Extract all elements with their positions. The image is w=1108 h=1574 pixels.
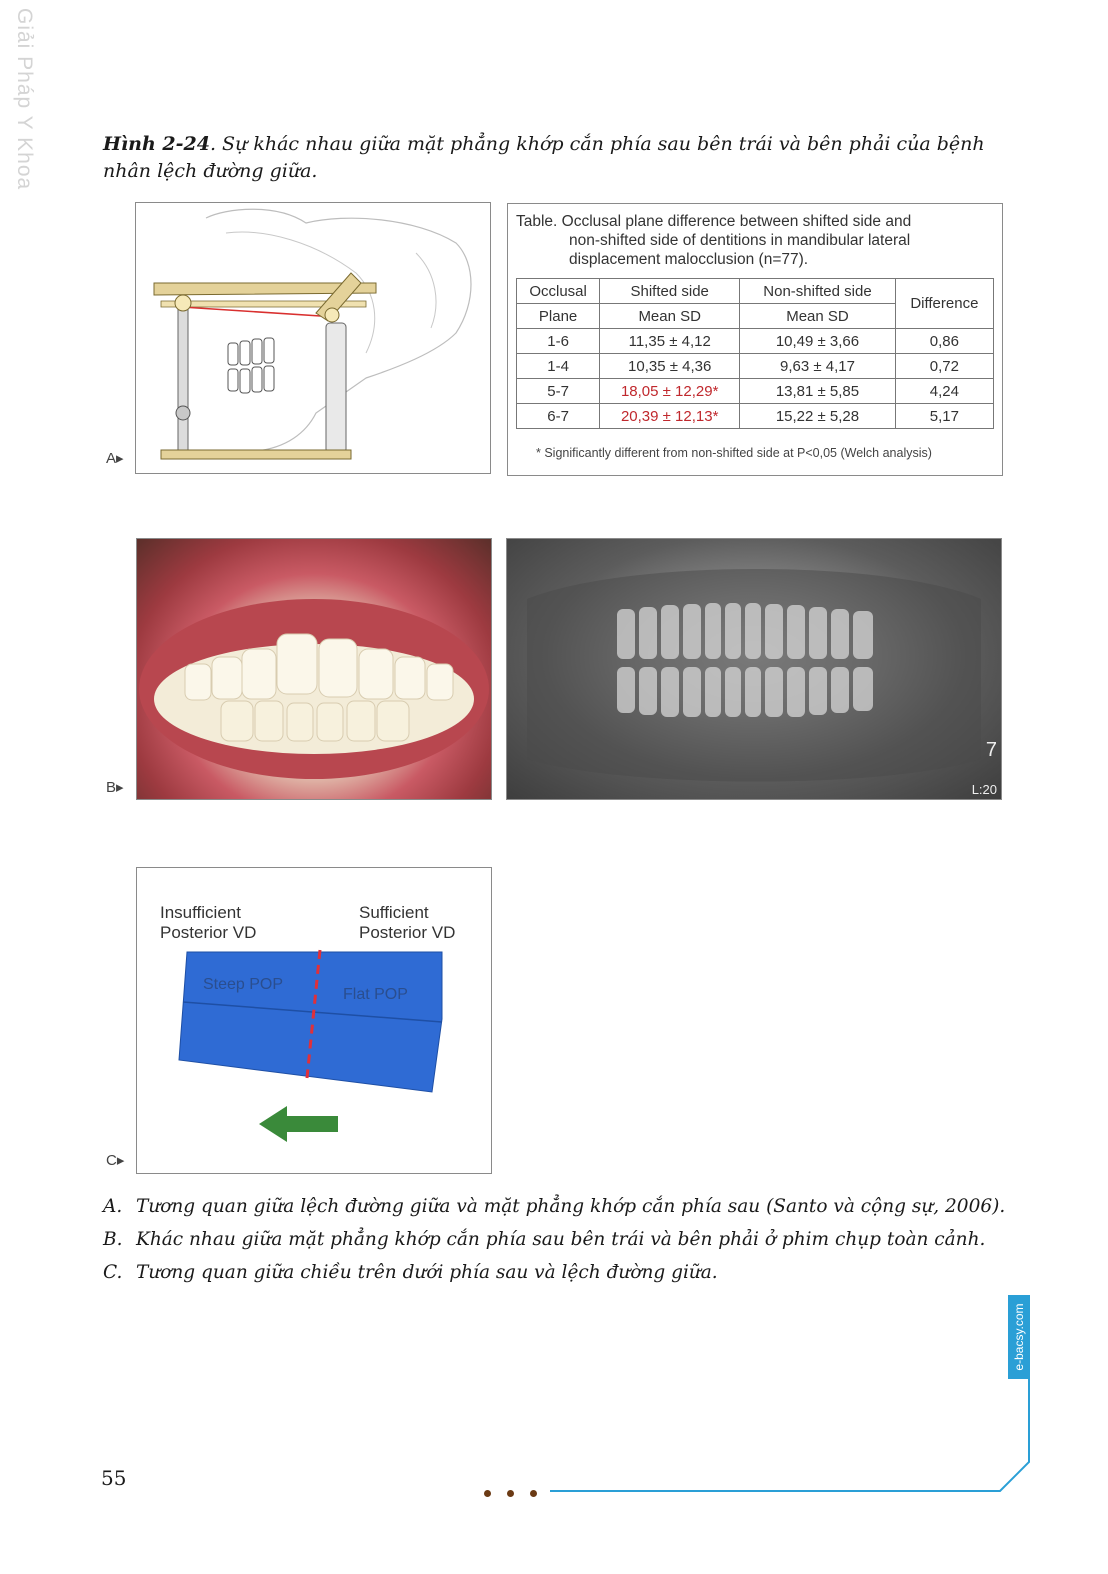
cell-shifted: 11,35 ± 4,12 <box>600 329 740 354</box>
cell-nonshifted: 9,63 ± 4,17 <box>740 354 896 379</box>
table-note: * Significantly different from non-shifted side at P<0,05 (Welch analysis) <box>536 446 932 460</box>
cell-shifted-significant: 20,39 ± 12,13* <box>600 404 740 429</box>
panel-c-label: C▸ <box>106 1152 125 1169</box>
legend-text: Khác nhau giữa mặt phẳng khớp cắn phía sau bên trái và bên phải ở phim chụp toàn cảnh. <box>136 1229 986 1250</box>
sufficient-label-line-2: Posterior VD <box>359 923 456 942</box>
figure-number: Hình 2-24 <box>103 133 210 155</box>
cell-plane: 1-4 <box>517 354 600 379</box>
articulator-illustration <box>136 203 490 473</box>
figure-legend <box>103 1190 1023 1289</box>
cell-plane: 1-6 <box>517 329 600 354</box>
table-row <box>517 329 994 354</box>
panel-c-diagram <box>136 867 492 1174</box>
header-occlusal: Occlusal <box>517 279 600 304</box>
dot-icon <box>484 1490 491 1497</box>
table-caption <box>516 212 996 269</box>
cell-difference: 0,72 <box>895 354 993 379</box>
cell-difference: 5,17 <box>895 404 993 429</box>
panel-a-articulator <box>135 202 491 474</box>
table-caption-line-3: displacement malocclusion (n=77). <box>569 251 809 268</box>
header-mean-sd-shifted: Mean SD <box>600 304 740 329</box>
xray-corner-label: L:20 <box>971 782 997 797</box>
occlusal-block-diagram <box>137 868 491 1173</box>
table-row <box>517 404 994 429</box>
cell-shifted: 10,35 ± 4,36 <box>600 354 740 379</box>
side-brand: Giải Pháp Y Khoa <box>13 8 36 191</box>
legend-text: Tương quan giữa chiều trên dưới phía sau và lệch đường giữa. <box>136 1262 718 1283</box>
cell-plane: 5-7 <box>517 379 600 404</box>
green-arrow <box>259 1106 338 1142</box>
insufficient-label-line-1: Insufficient <box>160 903 241 922</box>
teeth-sketch <box>228 338 274 393</box>
header-plane: Plane <box>517 304 600 329</box>
legend-item <box>103 1190 1023 1223</box>
sufficient-label-line-1: Sufficient <box>359 903 429 922</box>
header-nonshifted: Non-shifted side <box>740 279 896 304</box>
cell-difference: 4,24 <box>895 379 993 404</box>
figure-title <box>103 131 1008 185</box>
header-mean-sd-nonshifted: Mean SD <box>740 304 896 329</box>
occlusal-table <box>516 278 994 429</box>
page-dots <box>484 1482 553 1501</box>
xray-illustration <box>507 539 1001 799</box>
flat-pop-label: Flat POP <box>343 986 408 1003</box>
cell-nonshifted: 15,22 ± 5,28 <box>740 404 896 429</box>
dot-icon <box>530 1490 537 1497</box>
legend-letter: A. <box>103 1196 123 1217</box>
cell-plane: 6-7 <box>517 404 600 429</box>
legend-item <box>103 1223 1023 1256</box>
figure-title-text: . Sự khác nhau giữa mặt phẳng khớp cắn phía sau bên trái và bên phải của bệnh nhân lệch đường giữa. <box>103 133 985 182</box>
table-row <box>517 379 994 404</box>
cell-shifted-significant: 18,05 ± 12,29* <box>600 379 740 404</box>
steep-pop-label: Steep POP <box>203 976 284 993</box>
table-row <box>517 354 994 379</box>
teeth-photo-illustration <box>137 539 491 799</box>
panel-a-label: A▸ <box>106 450 124 467</box>
xray-corner-number: 7 <box>985 739 997 761</box>
cell-nonshifted: 13,81 ± 5,85 <box>740 379 896 404</box>
page-number: 55 <box>101 1466 127 1490</box>
panel-b-intraoral-photo <box>136 538 492 800</box>
legend-letter: B. <box>103 1229 123 1250</box>
legend-item <box>103 1256 1023 1289</box>
header-difference: Difference <box>895 279 993 329</box>
watermark <box>1005 1300 1033 1378</box>
panel-b-panoramic-xray <box>506 538 1002 800</box>
legend-letter: C. <box>103 1262 123 1283</box>
table-caption-line-1: Table. Occlusal plane difference between shifted side and <box>516 213 912 230</box>
dot-icon <box>507 1490 514 1497</box>
header-shifted: Shifted side <box>600 279 740 304</box>
watermark-text: e-bacsy.com <box>1008 1295 1030 1379</box>
panel-b-label: B▸ <box>106 779 124 796</box>
cell-nonshifted: 10,49 ± 3,66 <box>740 329 896 354</box>
insufficient-label-line-2: Posterior VD <box>160 923 257 942</box>
legend-text: Tương quan giữa lệch đường giữa và mặt phẳng khớp cắn phía sau (Santo và cộng sự, 2006). <box>136 1196 1006 1217</box>
occlusal-block <box>179 952 442 1092</box>
occlusal-table-panel <box>507 203 1003 476</box>
cell-difference: 0,86 <box>895 329 993 354</box>
table-caption-line-2: non-shifted side of dentitions in mandibular lateral <box>569 232 911 249</box>
